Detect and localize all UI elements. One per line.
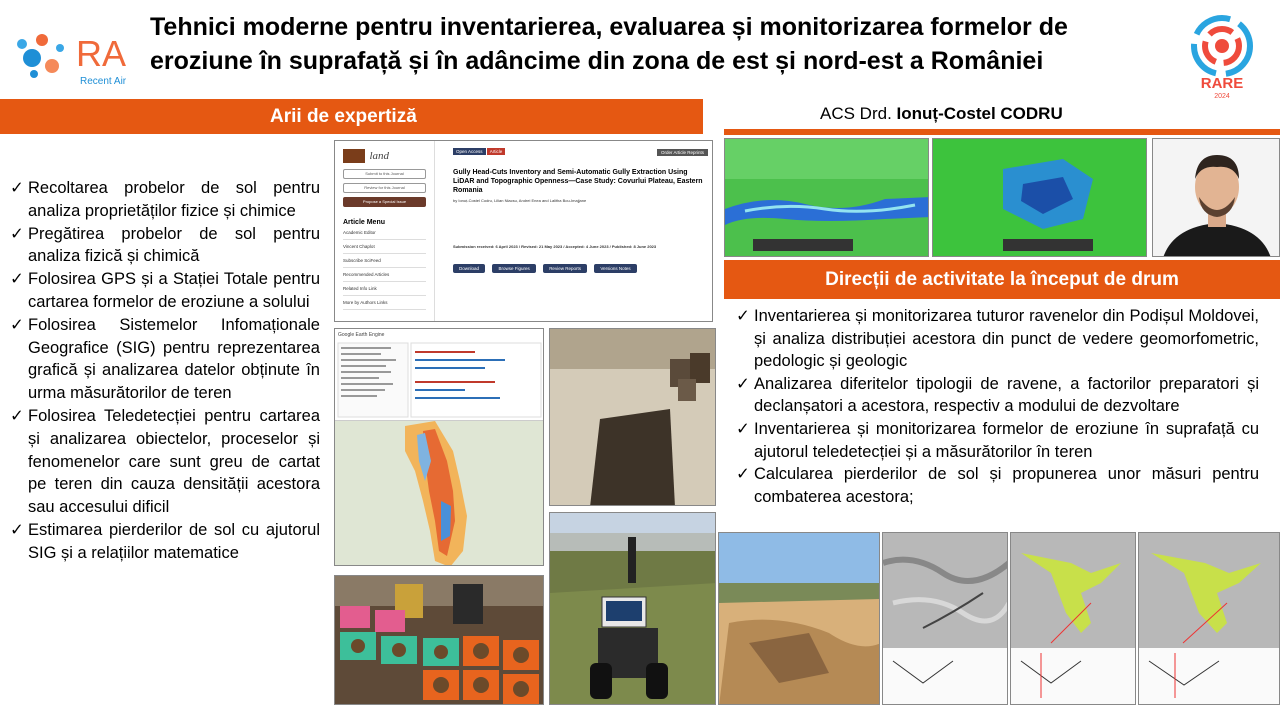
open-access-badge: Open Access <box>453 148 486 155</box>
gee-screenshot <box>334 328 544 566</box>
author-name: Ionuț-Costel CODRU <box>896 104 1063 123</box>
article-title: Gully Head-Cuts Inventory and Semi-Automatic Gully Extraction Using LiDAR and Topographic Openness—Case Study: Covurlui Plateau, Eastern Romania <box>453 169 703 194</box>
gully-photo <box>718 532 880 705</box>
expertise-list <box>8 177 320 565</box>
hillshade-analysis-3 <box>1138 532 1280 705</box>
title-line-2: eroziune în suprafață și în adâncime din zona de est și nord-est a României <box>150 47 1044 75</box>
direction-item: ✓ Inventarierea și monitorizarea tuturor ravenelor din Podișul Moldovei, și analiza distribuției acestora din punct de vedere geomorfometric, pedologic și geologic <box>734 305 1259 373</box>
direction-item: ✓ Inventarierea și monitorizarea formelor de eroziune în suprafață cu ajutorul teledetecției și a măsurătorilor în teren <box>734 418 1259 463</box>
logo-caption: Recent Air <box>80 76 127 87</box>
expertise-item: ✓ Recoltarea probelor de sol pentru analiza proprietăților fizice și chimice <box>8 177 320 223</box>
browse-figures-button: Browse Figures <box>492 264 535 273</box>
rare-logo <box>1172 8 1272 100</box>
article-screenshot <box>334 140 713 322</box>
directions-list <box>734 305 1259 508</box>
reprints-button: Order Article Reprints <box>657 149 708 156</box>
rare-logo-text: RARE <box>1200 75 1244 92</box>
field-rover-photo <box>549 512 716 705</box>
hillshade-analysis-2 <box>1010 532 1136 705</box>
expertise-item: ✓ Folosirea Sistemelor Infomaționale Geografice (SIG) pentru reprezentarea grafică și analizarea datelor obținute în urma măsurătorilor de teren <box>8 314 320 405</box>
menu-item: More by Authors Links <box>343 296 426 310</box>
recent-air-logo <box>10 14 150 90</box>
author-portrait <box>1152 138 1280 257</box>
article-menu-title: Article Menu <box>343 219 386 226</box>
article-dates: Submission received: 6 April 2023 / Revised: 21 May 2023 / Accepted: 4 June 2023 / Published: 8 June 2023 <box>453 243 657 249</box>
article-buttons <box>453 257 708 275</box>
versions-notes-button: Versions Notes <box>594 264 636 273</box>
logo-initials: RA <box>76 33 127 74</box>
author-prefix: ACS Drd. <box>820 104 892 123</box>
gee-title: Google Earth Engine <box>338 332 385 338</box>
menu-item: Academic Editor <box>343 226 426 240</box>
direction-item: ✓ Calcularea pierderilor de sol și propunerea unor măsuri pentru combaterea acestora; <box>734 463 1259 508</box>
hillshade-analysis-1 <box>882 532 1008 705</box>
menu-item: Vincent Chaplot <box>343 240 426 254</box>
expertise-item: ✓ Folosirea GPS și a Stației Totale pentru cartarea formelor de eroziune a solului <box>8 268 320 314</box>
article-main <box>453 149 708 275</box>
gee-map <box>335 421 544 566</box>
page-title <box>150 10 1140 78</box>
expertise-heading-bar <box>0 99 703 134</box>
download-button: Download <box>453 264 485 273</box>
review-reports-button: Review Reports <box>543 264 587 273</box>
expertise-item: ✓ Folosirea Teledetecției pentru cartarea și analizarea obiectelor, proceselor și fenomenelor care sunt greu de cartat pe teren din cauza densității acestora sau accesului dificil <box>8 405 320 519</box>
article-sidebar <box>335 141 435 322</box>
lidar-map-2 <box>932 138 1147 257</box>
submit-button: Submit to this Journal <box>343 169 426 179</box>
expertise-item: ✓ Pregătirea probelor de sol pentru analiza fizică și chimică <box>8 223 320 269</box>
right-accent-bar <box>724 129 1280 135</box>
menu-item: Related Info Link <box>343 282 426 296</box>
title-line-1: Tehnici moderne pentru inventarierea, evaluarea și monitorizarea formelor de <box>150 13 1068 41</box>
article-badge: Article <box>487 148 506 155</box>
soil-trays-photo <box>334 575 544 705</box>
journal-logo: land <box>343 147 426 165</box>
directions-heading: Direcții de activitate la început de drum <box>724 260 1280 299</box>
propose-button: Propose a Special Issue <box>343 197 426 207</box>
menu-item: Recommended Articles <box>343 268 426 282</box>
gee-code-editor <box>335 329 543 421</box>
soil-sampling-photo <box>549 328 716 506</box>
expertise-heading: Arii de expertiză <box>270 106 417 127</box>
author-line <box>820 104 1063 124</box>
lidar-map-1 <box>724 138 929 257</box>
article-authors: by Ionuț-Costel Codru, Lilian Niacsu, Andrei Enea and Lalitha Bou-Imajjane <box>453 198 587 203</box>
review-button: Review for this Journal <box>343 183 426 193</box>
direction-item: ✓ Analizarea diferitelor tipologii de ravene, a factorilor preparatori și declanșatori a acestora, respectiv a modului de dezvoltare <box>734 373 1259 418</box>
rare-logo-year: 2024 <box>1214 93 1230 100</box>
expertise-item: ✓ Estimarea pierderilor de sol cu ajutorul SIG și a relațiilor matematice <box>8 519 320 565</box>
menu-item: Subscribe SciFeed <box>343 254 426 268</box>
